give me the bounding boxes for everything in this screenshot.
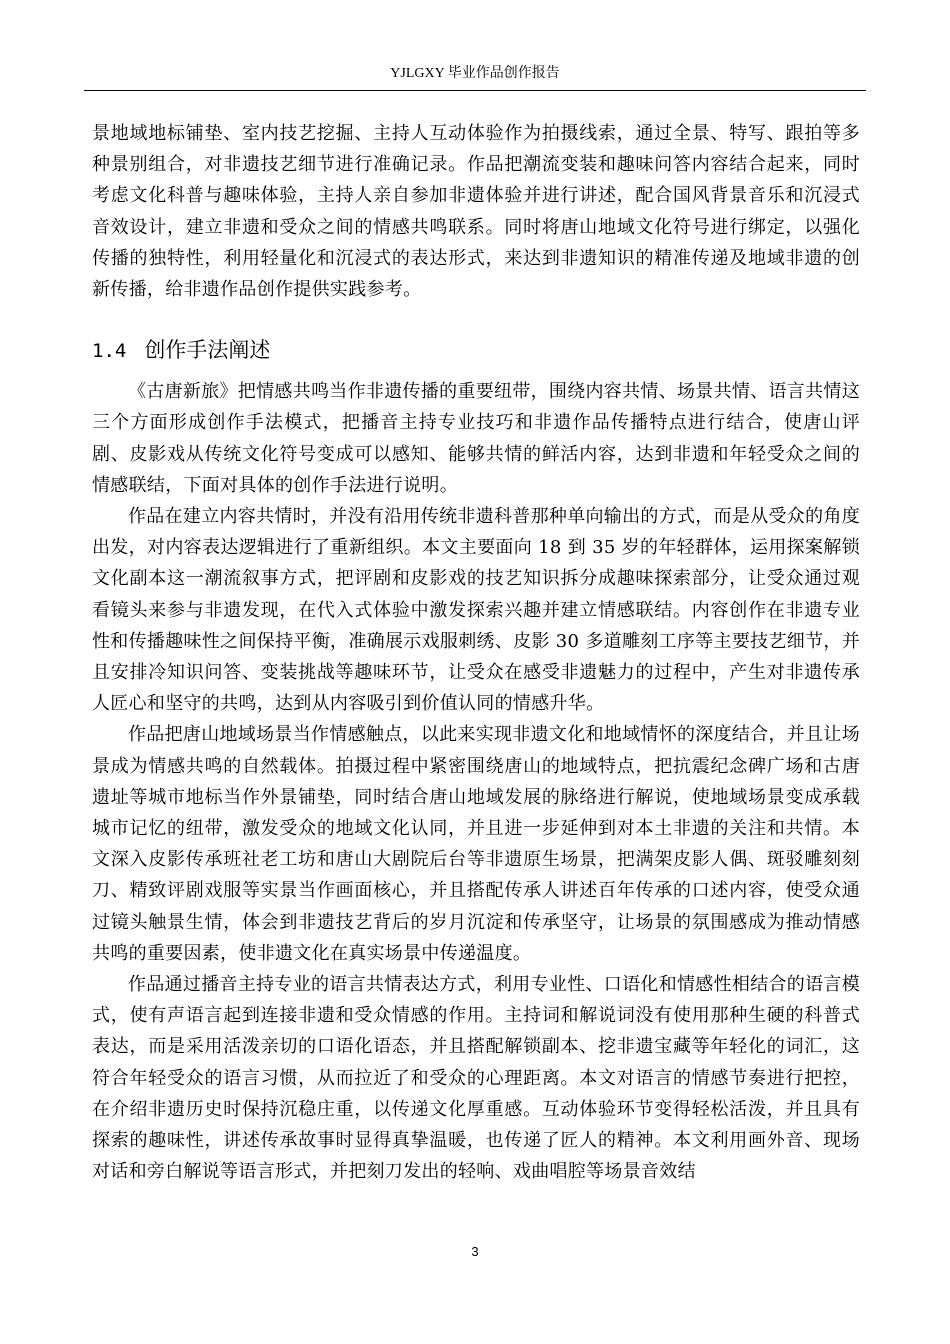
paragraph-content-empathy: 作品在建立内容共情时，并没有沿用传统非遗科普那种单向输出的方式，而是从受众的角度出发，对内容表达逻辑进行了重新组织。本文主要面向 18 到 35 岁的年轻群体，运用探案解锁文化副本这一潮流叙事方式，把评剧和皮影戏的技艺知识拆分成趣味探索部分，让受众通过观看镜头来参与非遗发现，在代入式体验中激发探索兴趣并建立情感联结。内容创作在非遗专业性和传播趣味性之间保持平衡，准确展示戏服刺绣、皮影 30 多道雕刻工序等主要技艺细节，并且安排冷知识问答、变装挑战等趣味环节，让受众在感受非遗魅力的过程中，产生对非遗传承人匠心和坚守的共鸣，达到从内容吸引到价值认同的情感升华。 [92,506,860,715]
page-header [84,64,866,91]
page-number: 3 [471,1244,479,1259]
section-number: 1.4 [92,340,127,363]
header-title: YJLGXY 毕业作品创作报告 [390,66,560,81]
paragraph-continued: 景地域地标铺垫、室内技艺挖掘、主持人互动体验作为拍摄线索，通过全景、特写、跟拍等多种景别组合，对非遗技艺细节进行准确记录。作品把潮流变装和趣味问答内容结合起来，同时考虑文化科普与趣味体验，主持人亲自参加非遗体验并进行讲述，配合国风背景音乐和沉浸式音效设计，建立非遗和受众之间的情感共鸣联系。同时将唐山地域文化符号进行绑定，以强化传播的独特性，利用轻量化和沉浸式的表达形式，来达到非遗知识的精准传递及地域非遗的创新传播，给非遗作品创作提供实践参考。 [92,123,860,301]
section-heading [92,335,860,366]
paragraph-language-empathy: 作品通过播音主持专业的语言共情表达方式，利用专业性、口语化和情感性相结合的语言模式，使有声语言起到连接非遗和受众情感的作用。主持词和解说词没有使用那种生硬的科普式表达，而是采用活泼亲切的口语化语态，并且搭配解锁副本、挖非遗宝藏等年轻化的词汇，这符合年轻受众的语言习惯，从而拉近了和受众的心理距离。本文对语言的情感节奏进行把控，在介绍非遗历史时保持沉稳庄重，以传递文化厚重感。互动体验环节变得轻松活泼，并且具有探索的趣味性，讲述传承故事时显得真挚温暖，也传递了匠人的精神。本文利用画外音、现场对话和旁白解说等语言形式，并把刻刀发出的轻响、戏曲唱腔等场景音效结 [92,974,860,1183]
paragraph-scene-empathy: 作品把唐山地域场景当作情感触点，以此来实现非遗文化和地域情怀的深度结合，并且让场景成为情感共鸣的自然载体。拍摄过程中紧密围绕唐山的地域特点，把抗震纪念碑广场和古唐遗址等城市地标当作外景铺垫，同时结合唐山地域发展的脉络进行解说，使地域场景变成承载城市记忆的纽带，激发受众的地域文化认同，并且进一步延伸到对本土非遗的关注和共情。本文深入皮影传承班社老工坊和唐山大剧院后台等非遗原生场景，把满架皮影人偶、斑驳雕刻刻刀、精致评剧戏服等实景当作画面核心，并且搭配传承人讲述百年传承的口述内容，使受众通过镜头触景生情，体会到非遗技艺背后的岁月沉淀和传承坚守，让场景的氛围感成为推动情感共鸣的重要因素，使非遗文化在真实场景中传递温度。 [92,724,860,964]
paragraph-intro: 《古唐新旅》把情感共鸣当作非遗传播的重要纽带，围绕内容共情、场景共情、语言共情这三个方面形成创作手法模式，把播音主持专业技巧和非遗作品传播特点进行结合，使唐山评剧、皮影戏从传统文化符号变成可以感知、能够共情的鲜活内容，达到非遗和年轻受众之间的情感联结，下面对具体的创作手法进行说明。 [92,381,860,496]
section-title: 创作手法阐述 [144,338,271,363]
document-body [92,118,860,1188]
